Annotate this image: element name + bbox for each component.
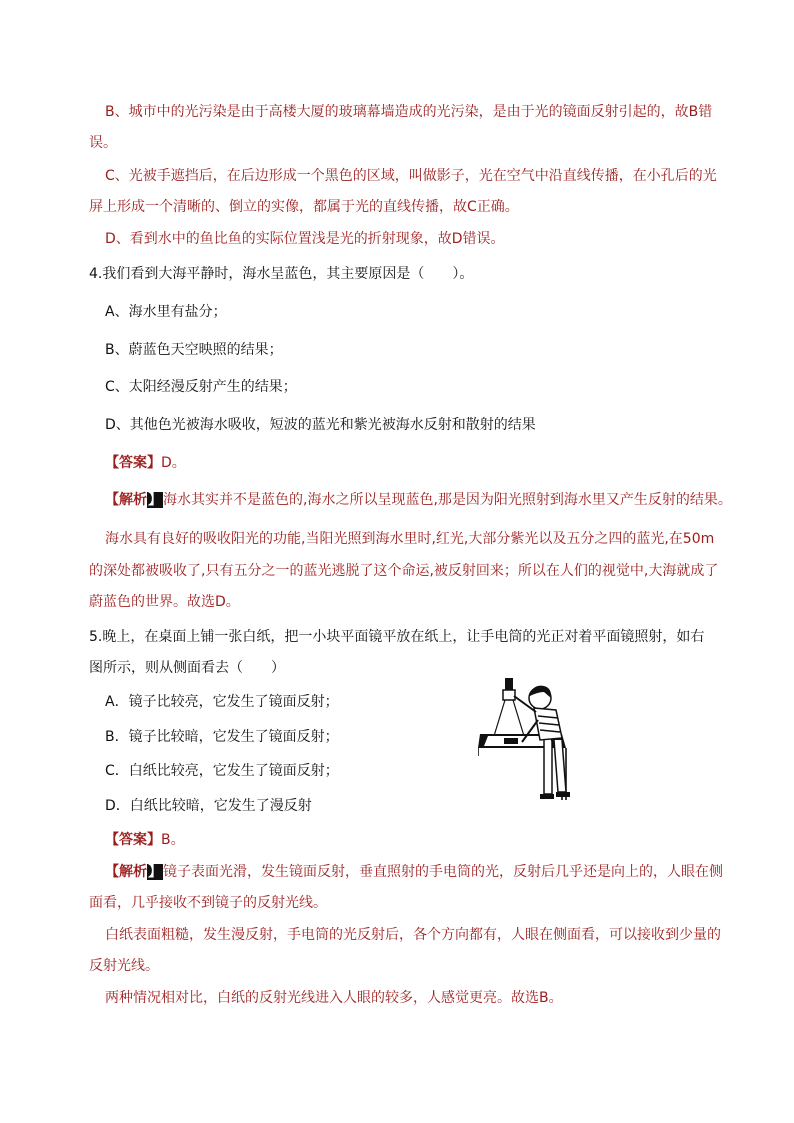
q5-answer-value: B。 xyxy=(161,832,185,848)
q5-analysis-line2: 面看，几乎接收不到镜子的反射光线。 xyxy=(89,895,327,911)
q5-option-c: C．白纸比较亮，它发生了镜面反射； xyxy=(105,763,339,779)
q3-option-c-line1: C、光被手遮挡后，在后边形成一个黑色的区域，叫做影子，光在空气中沿直线传播，在小孔后的光 xyxy=(105,168,717,184)
q5-analysis-tag-close: 】 xyxy=(148,864,162,880)
q5-stem-line2: 图所示，则从侧面看去（ ） xyxy=(89,660,285,676)
q4-analysis-line4: 蔚蓝色的世界。故选D。 xyxy=(89,594,240,610)
q4-analysis-line3: 的深处都被吸收了,只有五分之一的蓝光逃脱了这个命运,被反射回来；所以在人们的视觉中,大海就成了 xyxy=(89,563,719,579)
q4-stem: 4.我们看到大海平静时，海水呈蓝色，其主要原因是（ ）。 xyxy=(89,266,474,282)
q5-answer-tag: 【答案】 xyxy=(105,832,161,848)
q4-option-d: D、其他色光被海水吸收，短波的蓝光和紫光被海水反射和散射的结果 xyxy=(105,417,536,433)
q4-answer-tag: 【答案】 xyxy=(105,455,161,471)
q3-option-c-line2: 屏上形成一个清晰的、倒立的实像，都属于光的直线传播，故C正确。 xyxy=(89,199,519,215)
q5-stem-line1: 5.晚上，在桌面上铺一张白纸，把一小块平面镜平放在纸上，让手电筒的光正对着平面镜照射，如右 xyxy=(89,629,705,645)
q3-option-b-line2: 误。 xyxy=(89,135,117,151)
q4-analysis-line1 xyxy=(105,485,732,516)
mirror xyxy=(504,738,518,744)
q5-analysis-line4: 反射光线。 xyxy=(89,958,159,974)
q5-option-d: D．白纸比较暗，它发生了漫反射 xyxy=(105,798,312,814)
q5-analysis-line5: 两种情况相对比，白纸的反射光线进入人眼的较多，人感觉更亮。故选B。 xyxy=(105,990,563,1006)
q4-option-c: C、太阳经漫反射产生的结果； xyxy=(105,379,297,395)
q5-analysis-line3: 白纸表面粗糙，发生漫反射，手电筒的光反射后，各个方向都有，人眼在侧面看，可以接收到少量的 xyxy=(105,927,721,943)
q3-option-b-line1: B、城市中的光污染是由于高楼大厦的玻璃幕墙造成的光污染，是由于光的镜面反射引起的，故B错 xyxy=(105,104,713,120)
q4-option-b: B、蔚蓝色天空映照的结果； xyxy=(105,342,283,358)
q5-analysis-line1 xyxy=(105,857,723,888)
q4-analysis-line2: 海水具有良好的吸收阳光的功能,当阳光照到海水里时,红光,大部分紫光以及五分之四的蓝光,在50m xyxy=(105,531,715,547)
q5-option-a: A．镜子比较亮，它发生了镜面反射； xyxy=(105,694,339,710)
q4-answer xyxy=(105,448,186,479)
q5-analysis-tag-open: 【解析 xyxy=(105,864,147,880)
q3-option-d: D、看到水中的鱼比鱼的实际位置浅是光的折射现象，故D错误。 xyxy=(105,231,505,247)
q5-analysis-text1: 镜子表面光滑，发生镜面反射，垂直照射的手电筒的光，反射后几乎还是向上的，人眼在侧 xyxy=(163,864,723,880)
flashlight-mirror-figure xyxy=(478,676,586,804)
q4-analysis-tag-close: 】 xyxy=(148,492,162,508)
q5-option-b: B．镜子比较暗，它发生了镜面反射； xyxy=(105,729,339,745)
q4-analysis-tag-open: 【解析 xyxy=(105,492,147,508)
q4-analysis-text1: 海水其实并不是蓝色的,海水之所以呈现蓝色,那是因为阳光照射到海水里又产生反射的结果。 xyxy=(163,492,732,508)
q5-answer xyxy=(105,825,185,856)
q4-option-a: A、海水里有盐分； xyxy=(105,304,227,320)
q4-answer-value: D。 xyxy=(161,455,186,471)
